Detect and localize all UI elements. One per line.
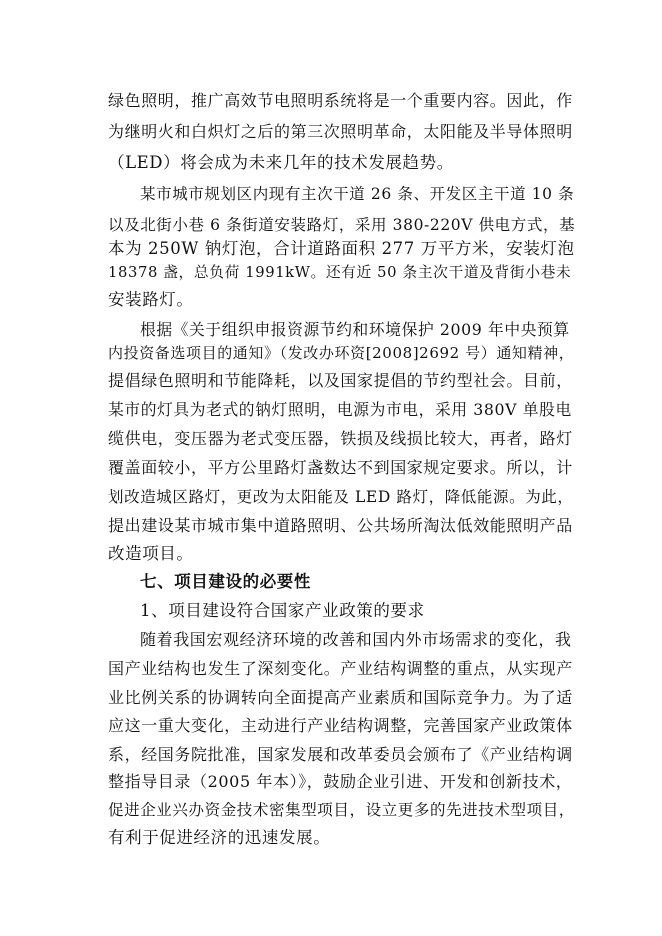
paragraph-3-line-8: 提出建设某市城市集中道路照明、公共场所淘汰低效能照明产品 <box>108 516 573 535</box>
paragraph-1-line-2: 为继明火和白炽灯之后的第三次照明革命，太阳能及半导体照明 <box>108 122 573 141</box>
paragraph-1-line-1: 绿色照明，推广高效节电照明系统将是一个重要内容。因此，作 <box>108 91 573 110</box>
paragraph-3-line-3: 提倡绿色照明和节能降耗，以及国家提倡的节约型社会。目前， <box>108 371 573 390</box>
paragraph-2-line-3: 本为 250W 钠灯泡，合计道路面积 277 万平方米，安装灯泡 <box>108 239 575 258</box>
paragraph-4-line-6: 整指导目录（2005 年本）》，鼓励企业引进、开发和创新技术， <box>108 772 573 791</box>
paragraph-3-line-1: 根据《关于组织申报资源节约和环境保护 2009 年中央预算 <box>140 320 570 339</box>
paragraph-2-line-5: 安装路灯。 <box>108 290 194 309</box>
paragraph-2-line-2: 以及北街小巷 6 条街道安装路灯，采用 380-220V 供电方式，基 <box>108 216 576 234</box>
paragraph-3-line-5: 缆供电，变压器为老式变压器，铁损及线损比较大，再者，路灯 <box>108 429 573 448</box>
subsection-heading: 1、项目建设符合国家产业政策的要求 <box>140 601 425 620</box>
paragraph-3-line-7: 划改造城区路灯，更改为太阳能及 LED 路灯，降低能源。为此， <box>108 488 574 506</box>
paragraph-4-line-7: 促进企业兴办资金技术密集型项目，设立更多的先进技术型项目， <box>108 801 575 819</box>
paragraph-3-line-9: 改造项目。 <box>108 544 194 563</box>
paragraph-1-line-3: （LED）将会成为未来几年的技术发展趋势。 <box>108 153 454 172</box>
paragraph-4-line-4: 应这一重大变化，主动进行产业结构调整，完善国家产业政策体 <box>108 716 573 735</box>
paragraph-4-line-5: 系，经国务院批准，国家发展和改革委员会颁布了《产业结构调 <box>108 745 573 764</box>
paragraph-3-line-2: 内投资备选项目的通知》（发改办环资[2008]2692 号）通知精神， <box>108 344 575 362</box>
paragraph-2-line-4: 18378 盏，总负荷 1991kW。还有近 50 条主次干道及背街小巷未 <box>108 264 572 281</box>
paragraph-2-line-1: 某市城市规划区内现有主次干道 26 条、开发区主干道 10 条 <box>140 185 575 203</box>
paragraph-3-line-6: 覆盖面较小，平方公里路灯盏数达不到国家规定要求。所以，计 <box>108 458 573 477</box>
paragraph-4-line-8: 有利于促进经济的迅速发展。 <box>108 828 331 847</box>
section-heading: 七、项目建设的必要性 <box>140 572 311 591</box>
paragraph-4-line-2: 国产业结构也发生了深刻变化。产业结构调整的重点，从实现产 <box>108 659 573 678</box>
paragraph-3-line-4: 某市的灯具为老式的钠灯照明，电源为市电，采用 380V 单股电 <box>108 400 572 419</box>
paragraph-4-line-3: 业比例关系的协调转向全面提高产业素质和国际竞争力。为了适 <box>108 688 573 707</box>
paragraph-4-line-1: 随着我国宏观经济环境的改善和国内外市场需求的变化，我 <box>140 630 572 649</box>
